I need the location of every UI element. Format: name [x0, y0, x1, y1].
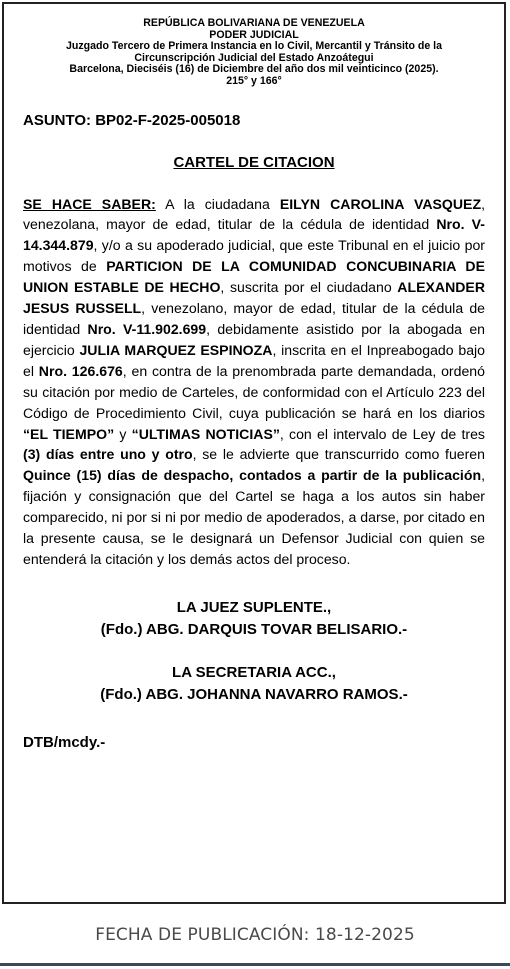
- attorney-name: JULIA MARQUEZ ESPINOZA: [79, 341, 273, 358]
- body-text-3: , y/o a su apoderado judicial, que este Tribunal en el juicio por motivos de: [23, 237, 485, 275]
- judge-title: LA JUEZ SUPLENTE.,: [176, 598, 332, 616]
- secretary-name: (Fdo.) ABG. JOHANNA NAVARRO RAMOS.-: [100, 685, 408, 703]
- publication-date: FECHA DE PUBLICACIÓN: 18-12-2025: [95, 925, 415, 945]
- body-text-12: , fijación y consignación que del Cartel se haga a los autos sin haber comparecido, ni por si ni por medio de apoderados, a darse, por citado en la presente causa, se le designará un Defensor Judicial con quien se entenderá la citación y los demás actos del proceso.: [23, 467, 485, 567]
- secretary-signature: [4, 662, 504, 706]
- body-text-2: , venezolana, mayor de edad, titular de la cédula de identidad: [23, 195, 485, 233]
- body-text-10: , con el intervalo de Ley de tres: [279, 425, 485, 442]
- body-text-7: , inscrita en el Inpreabogado bajo el: [23, 341, 485, 379]
- case-subject: PARTICION DE LA COMUNIDAD CONCUBINARIA DE UNION ESTABLE DE HECHO: [23, 258, 485, 296]
- judge-name: (Fdo.) ABG. DARQUIS TOVAR BELISARIO.-: [100, 620, 408, 638]
- bottom-divider: [0, 963, 510, 966]
- header-republic: REPÚBLICA BOLIVARIANA DE VENEZUELA: [143, 17, 365, 29]
- body-text-9: y: [114, 425, 132, 442]
- court-header: [16, 4, 492, 88]
- case-number: ASUNTO: BP02-F-2025-005018: [23, 111, 241, 129]
- newspaper-2: “ULTIMAS NOTICIAS”: [131, 425, 280, 442]
- defendant-id: Nro. V-14.344.879: [23, 216, 485, 254]
- header-jurisdiction: Circunscripción Judicial del Estado Anzoátegui: [134, 51, 374, 64]
- plaintiff-id: Nro. V-11.902.699: [87, 321, 207, 337]
- notice-body: [23, 194, 485, 570]
- header-years: 215° y 166°: [226, 74, 282, 87]
- body-text-1: A la ciudadana: [155, 195, 280, 212]
- interval-days: (3) días entre uno y otro: [23, 446, 193, 463]
- plaintiff-name: ALEXANDER JESUS RUSSELL: [23, 279, 485, 317]
- notice-frame: [2, 2, 506, 904]
- body-text-11: , se le advierte que transcurrido como fueren: [192, 446, 485, 463]
- body-text-6: , debidamente asistido por la abogada en ejercicio: [23, 321, 485, 358]
- defendant-name: EILYN CAROLINA VASQUEZ: [279, 195, 482, 212]
- judge-signature: [4, 597, 504, 641]
- header-judicial-power: PODER JUDICIAL: [209, 28, 299, 41]
- body-text-4: , suscrita por el ciudadano: [220, 279, 398, 296]
- notice-title: CARTEL DE CITACION: [173, 153, 335, 171]
- inpreabogado-number: Nro. 126.676: [38, 362, 123, 379]
- hace-saber-label: SE HACE SABER:: [23, 195, 156, 212]
- body-text-8: , en contra de la prenombrada parte demandada, ordenó su citación por medio de Carteles, de conformidad con el Artículo 223 del Código de Procedimiento Civil, cuya publicación se hará en los diarios: [23, 362, 485, 421]
- term-days: Quince (15) días de despacho, contados a partir de la publicación: [23, 467, 482, 484]
- body-text-5: , venezolano, mayor de edad, titular de la cédula de identidad: [23, 300, 485, 337]
- initials: DTB/mcdy.-: [23, 733, 106, 751]
- header-court: Juzgado Tercero de Primera Instancia en lo Civil, Mercantil y Tránsito de la: [66, 40, 442, 53]
- newspaper-1: “EL TIEMPO”: [23, 425, 115, 442]
- secretary-title: LA SECRETARIA ACC.,: [172, 663, 336, 681]
- header-date: Barcelona, Dieciséis (16) de Diciembre del año dos mil veinticinco (2025).: [69, 63, 439, 76]
